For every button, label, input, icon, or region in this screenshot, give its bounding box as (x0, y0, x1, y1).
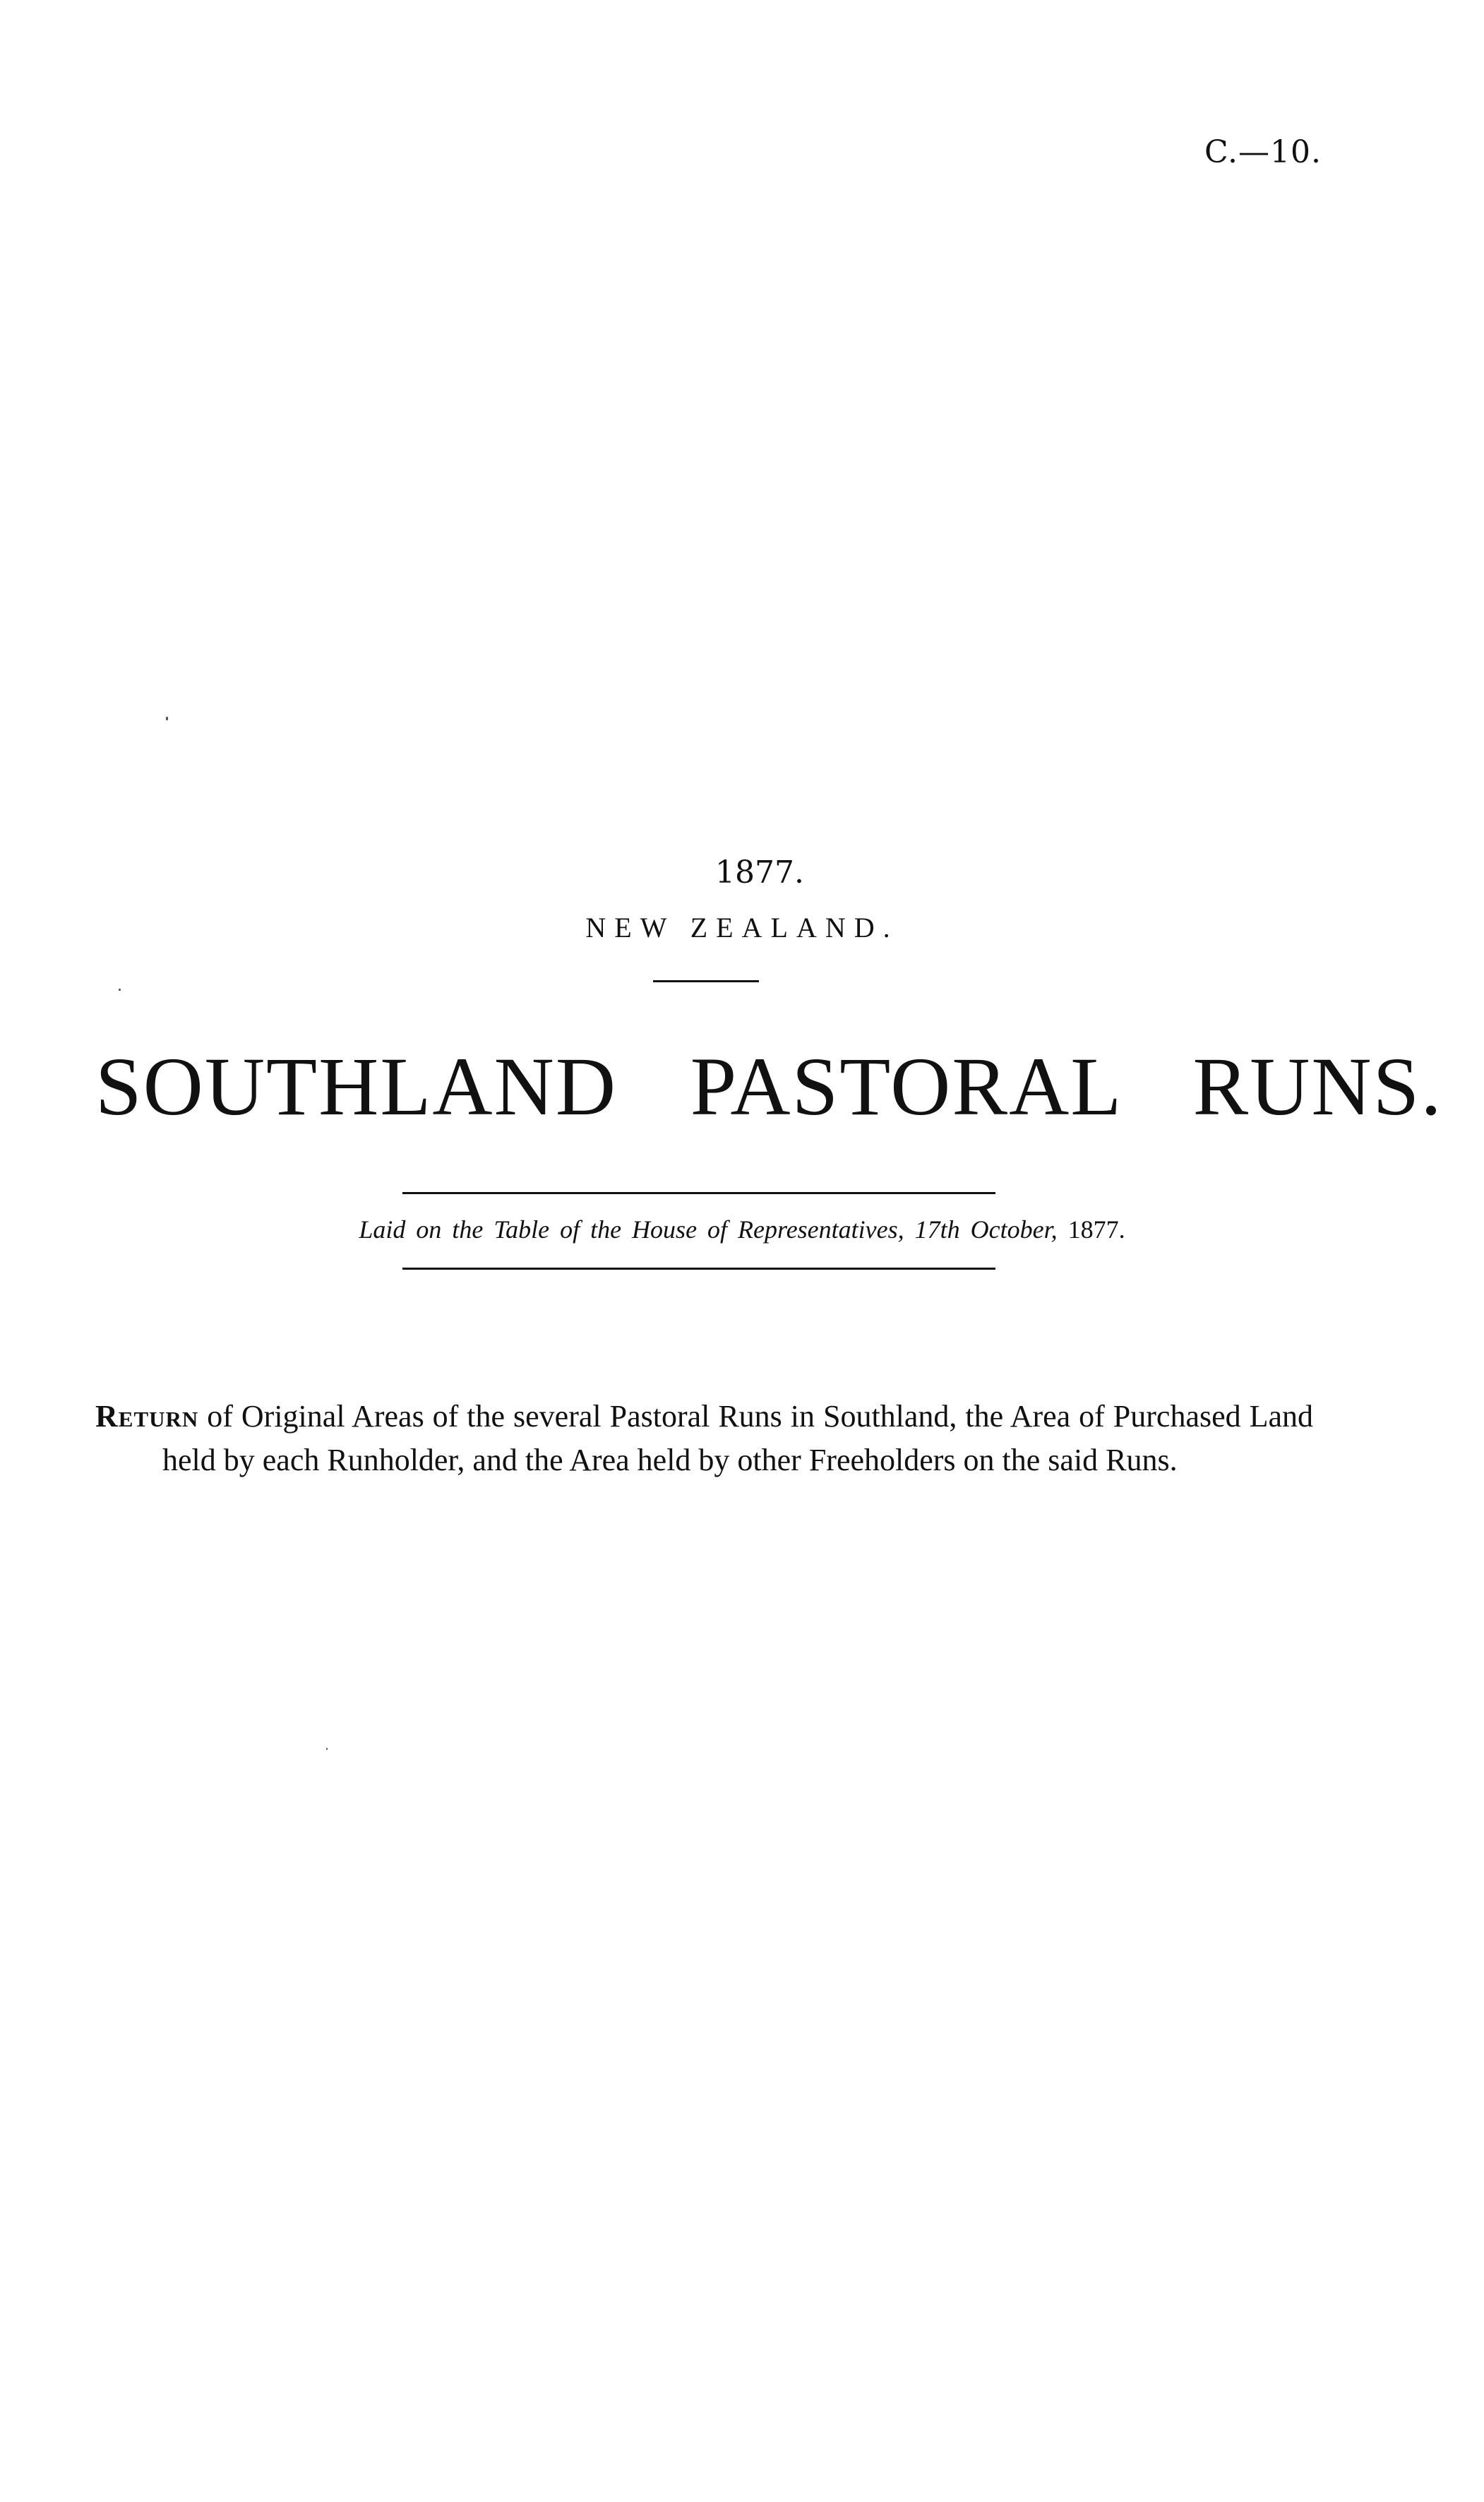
scan-speck (166, 717, 168, 720)
divider-short (653, 980, 759, 982)
return-paragraph (95, 1395, 1313, 1482)
scan-speck (326, 1748, 328, 1750)
scan-speck (119, 989, 121, 991)
return-lead-word: Return (95, 1399, 199, 1434)
laid-on-table-line (0, 1215, 1484, 1244)
document-year: 1877. (715, 854, 804, 890)
divider-laid-bottom (402, 1268, 995, 1270)
page-title: SOUTHLAND PASTORAL RUNS. (95, 1040, 1443, 1133)
laid-on-table-year: 1877. (1067, 1215, 1125, 1244)
page-number: C.—10. (1204, 134, 1322, 170)
return-description: of Original Areas of the several Pastoral Runs in Southland, the Area of Purchased Land held by each Runholder, and the Area held by other Freeholders on the said Runs. (162, 1399, 1314, 1477)
country-heading: NEW ZEALAND. (585, 912, 899, 943)
laid-on-table-text: Laid on the Table of the House of Representatives, 17th October, (359, 1215, 1058, 1244)
divider-laid-top (402, 1192, 995, 1194)
